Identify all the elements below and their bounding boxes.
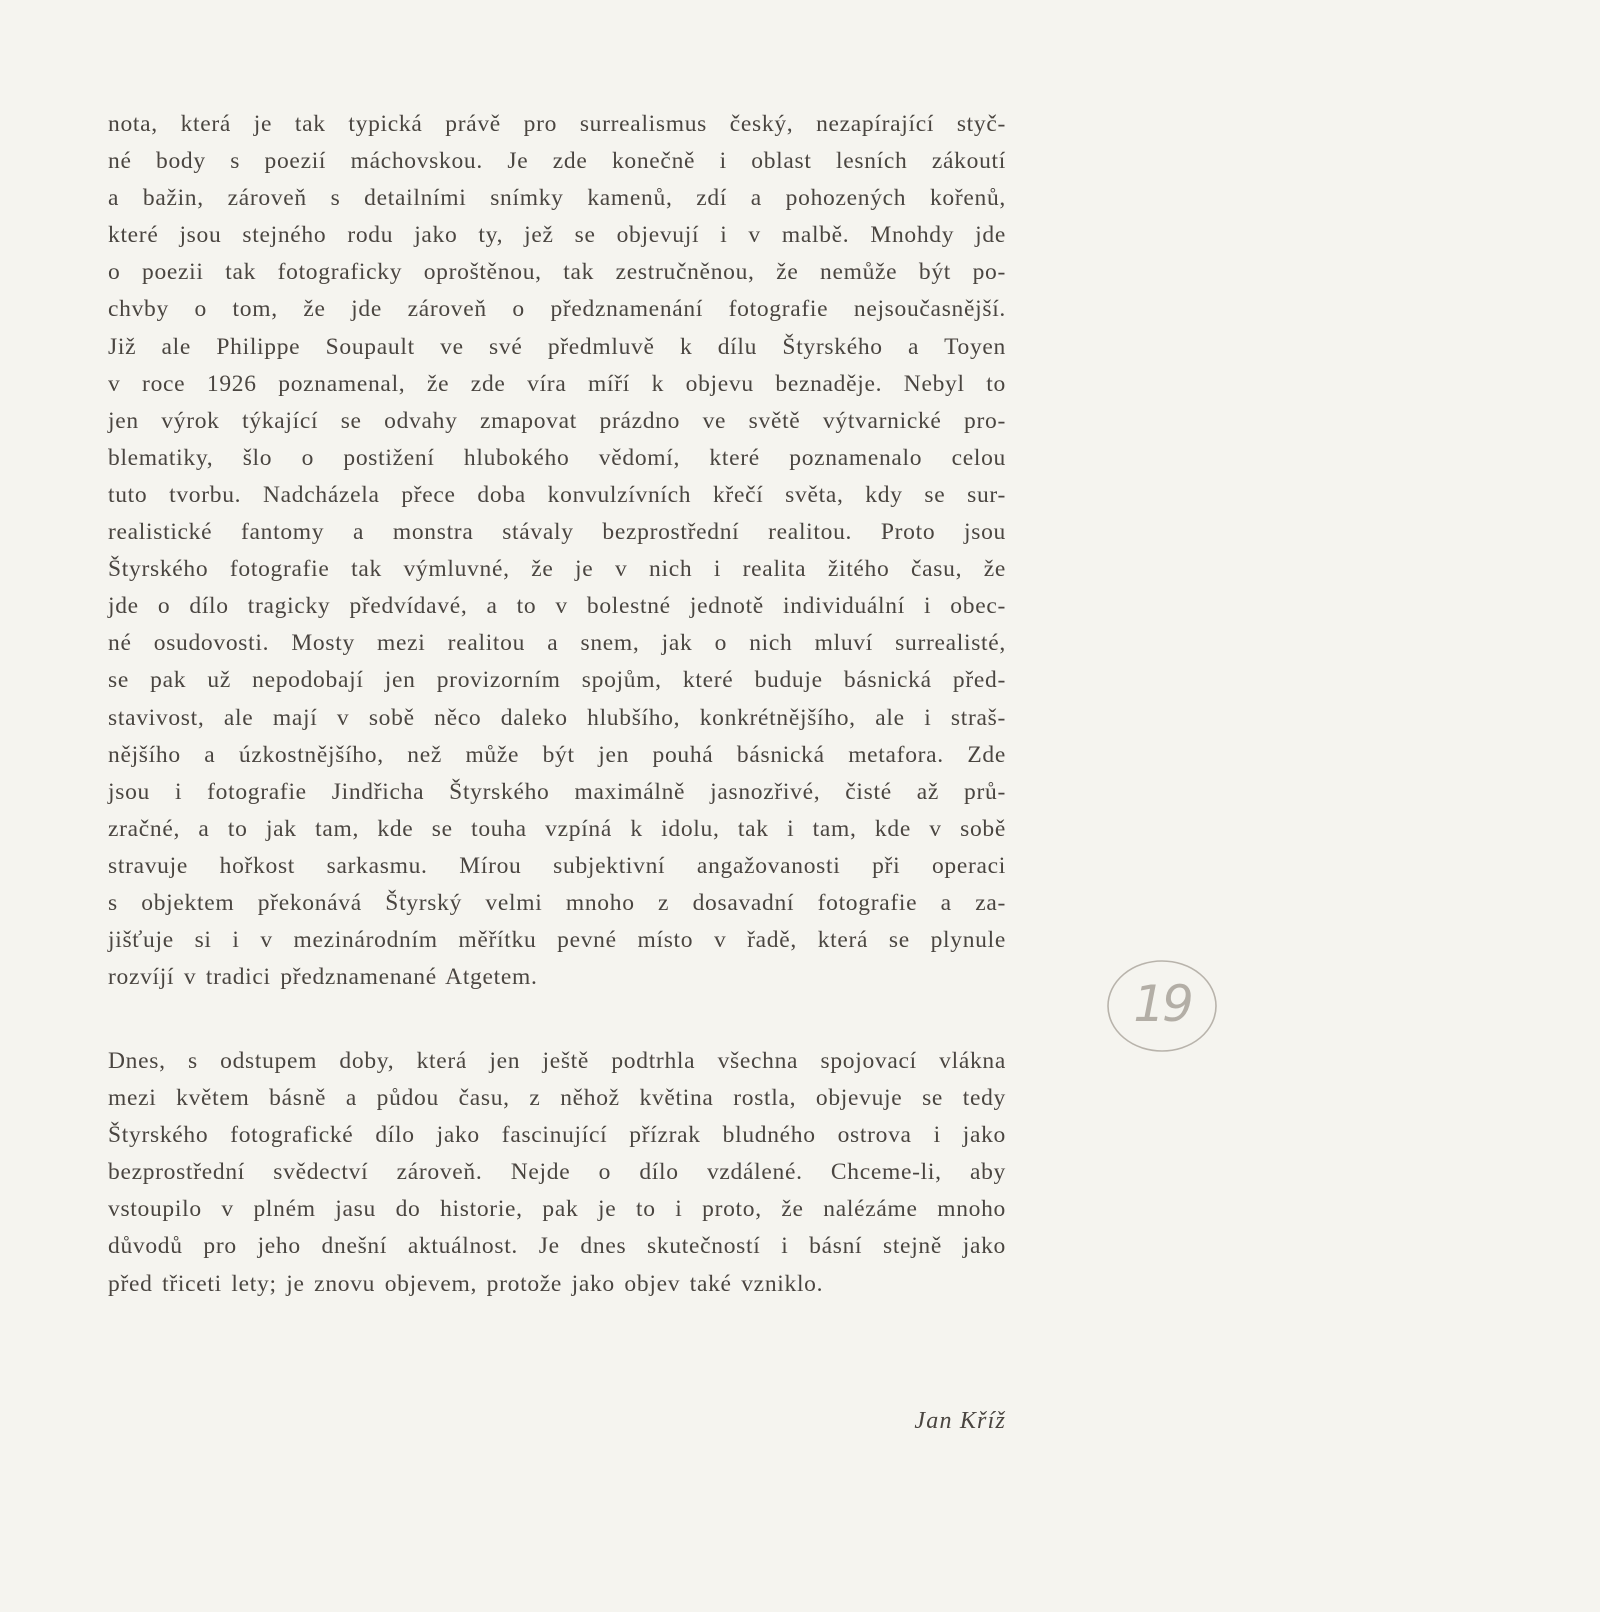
text-line: jišťuje si i v mezinárodním měřítku pevné místo v řadě, která se plynule: [108, 927, 1006, 954]
text-line: mezi květem básně a půdou času, z něhož květina rostla, objevuje se tedy: [108, 1085, 1006, 1112]
body-paragraph-2: [108, 1043, 1006, 1303]
text-line: důvodů pro jeho dnešní aktuálnost. Je dnes skutečností i básní stejně jako: [108, 1233, 1006, 1260]
page-number: 19: [1133, 975, 1191, 1033]
text-line: jsou i fotografie Jindřicha Štyrského maximálně jasnozřivé, čisté až prů-: [108, 778, 1006, 805]
text-line: blematiky, šlo o postižení hlubokého vědomí, které poznamenalo celou: [108, 444, 1006, 471]
body-paragraph-1: [108, 106, 1006, 996]
text-line: a bažin, zároveň s detailními snímky kamenů, zdí a pohozených kořenů,: [108, 185, 1006, 212]
text-line: v roce 1926 poznamenal, že zde víra míří k objevu beznaděje. Nebyl to: [108, 370, 1006, 397]
text-line: vstoupilo v plném jasu do historie, pak je to i proto, že nalézáme mnoho: [108, 1196, 1006, 1223]
text-line: Dnes, s odstupem doby, která jen ještě podtrhla všechna spojovací vlákna: [108, 1048, 1006, 1074]
text-line: né osudovosti. Mosty mezi realitou a snem, jak o nich mluví surrealisté,: [108, 630, 1006, 657]
text-line: Štyrského fotografie tak výmluvné, že je v nich i realita žitého času, že: [108, 556, 1006, 583]
text-line: chvby o tom, že jde zároveň o předznamenání fotografie nejsoučasnější.: [108, 296, 1006, 323]
text-line: realistické fantomy a monstra stávaly bezprostřední realitou. Proto jsou: [108, 519, 1006, 546]
text-line: né body s poezií máchovskou. Je zde konečně i oblast lesních zákoutí: [108, 148, 1006, 175]
text-line: bezprostřední svědectví zároveň. Nejde o dílo vzdálené. Chceme-li, aby: [108, 1159, 1006, 1186]
author-signature: Jan Kříž: [914, 1408, 1006, 1434]
text-line: které jsou stejného rodu jako ty, jež se objevují i v malbě. Mnohdy jde: [108, 222, 1006, 249]
text-line: nota, která je tak typická právě pro surrealismus český, nezapírající styč-: [108, 111, 1006, 137]
text-line: tuto tvorbu. Nadcházela přece doba konvulzívních křečí světa, kdy se sur-: [108, 481, 1006, 508]
text-line: stavivost, ale mají v sobě něco daleko hlubšího, konkrétnějšího, ale i straš-: [108, 704, 1006, 731]
text-line: Štyrského fotografické dílo jako fascinující přízrak bludného ostrova i jako: [108, 1122, 1006, 1149]
text-line: nějšího a úzkostnějšího, než může být jen pouhá básnická metafora. Zde: [108, 741, 1006, 768]
text-line: s objektem překonává Štyrský velmi mnoho z dosavadní fotografie a za-: [108, 889, 1006, 916]
text-line: rozvíjí v tradici předznamenané Atgetem.: [108, 964, 538, 991]
handwritten-page-number: [1106, 958, 1218, 1054]
text-line: se pak už nepodobají jen provizorním spojům, které buduje básnická před-: [108, 667, 1006, 694]
text-line: o poezii tak fotograficky oproštěnou, tak zestručněnou, že nemůže být po-: [108, 259, 1006, 286]
text-line: před třiceti lety; je znovu objevem, protože jako objev také vzniklo.: [108, 1270, 824, 1297]
text-line: jen výrok týkající se odvahy zmapovat prázdno ve světě výtvarnické pro-: [108, 407, 1006, 434]
text-line: stravuje hořkost sarkasmu. Mírou subjektivní angažovanosti při operaci: [108, 852, 1006, 879]
text-line: Již ale Philippe Soupault ve své předmluvě k dílu Štyrského a Toyen: [108, 333, 1006, 360]
text-line: zračné, a to jak tam, kde se touha vzpíná k idolu, tak i tam, kde v sobě: [108, 815, 1006, 842]
text-line: jde o dílo tragicky předvídavé, a to v bolestné jednotě individuální i obec-: [108, 593, 1006, 620]
